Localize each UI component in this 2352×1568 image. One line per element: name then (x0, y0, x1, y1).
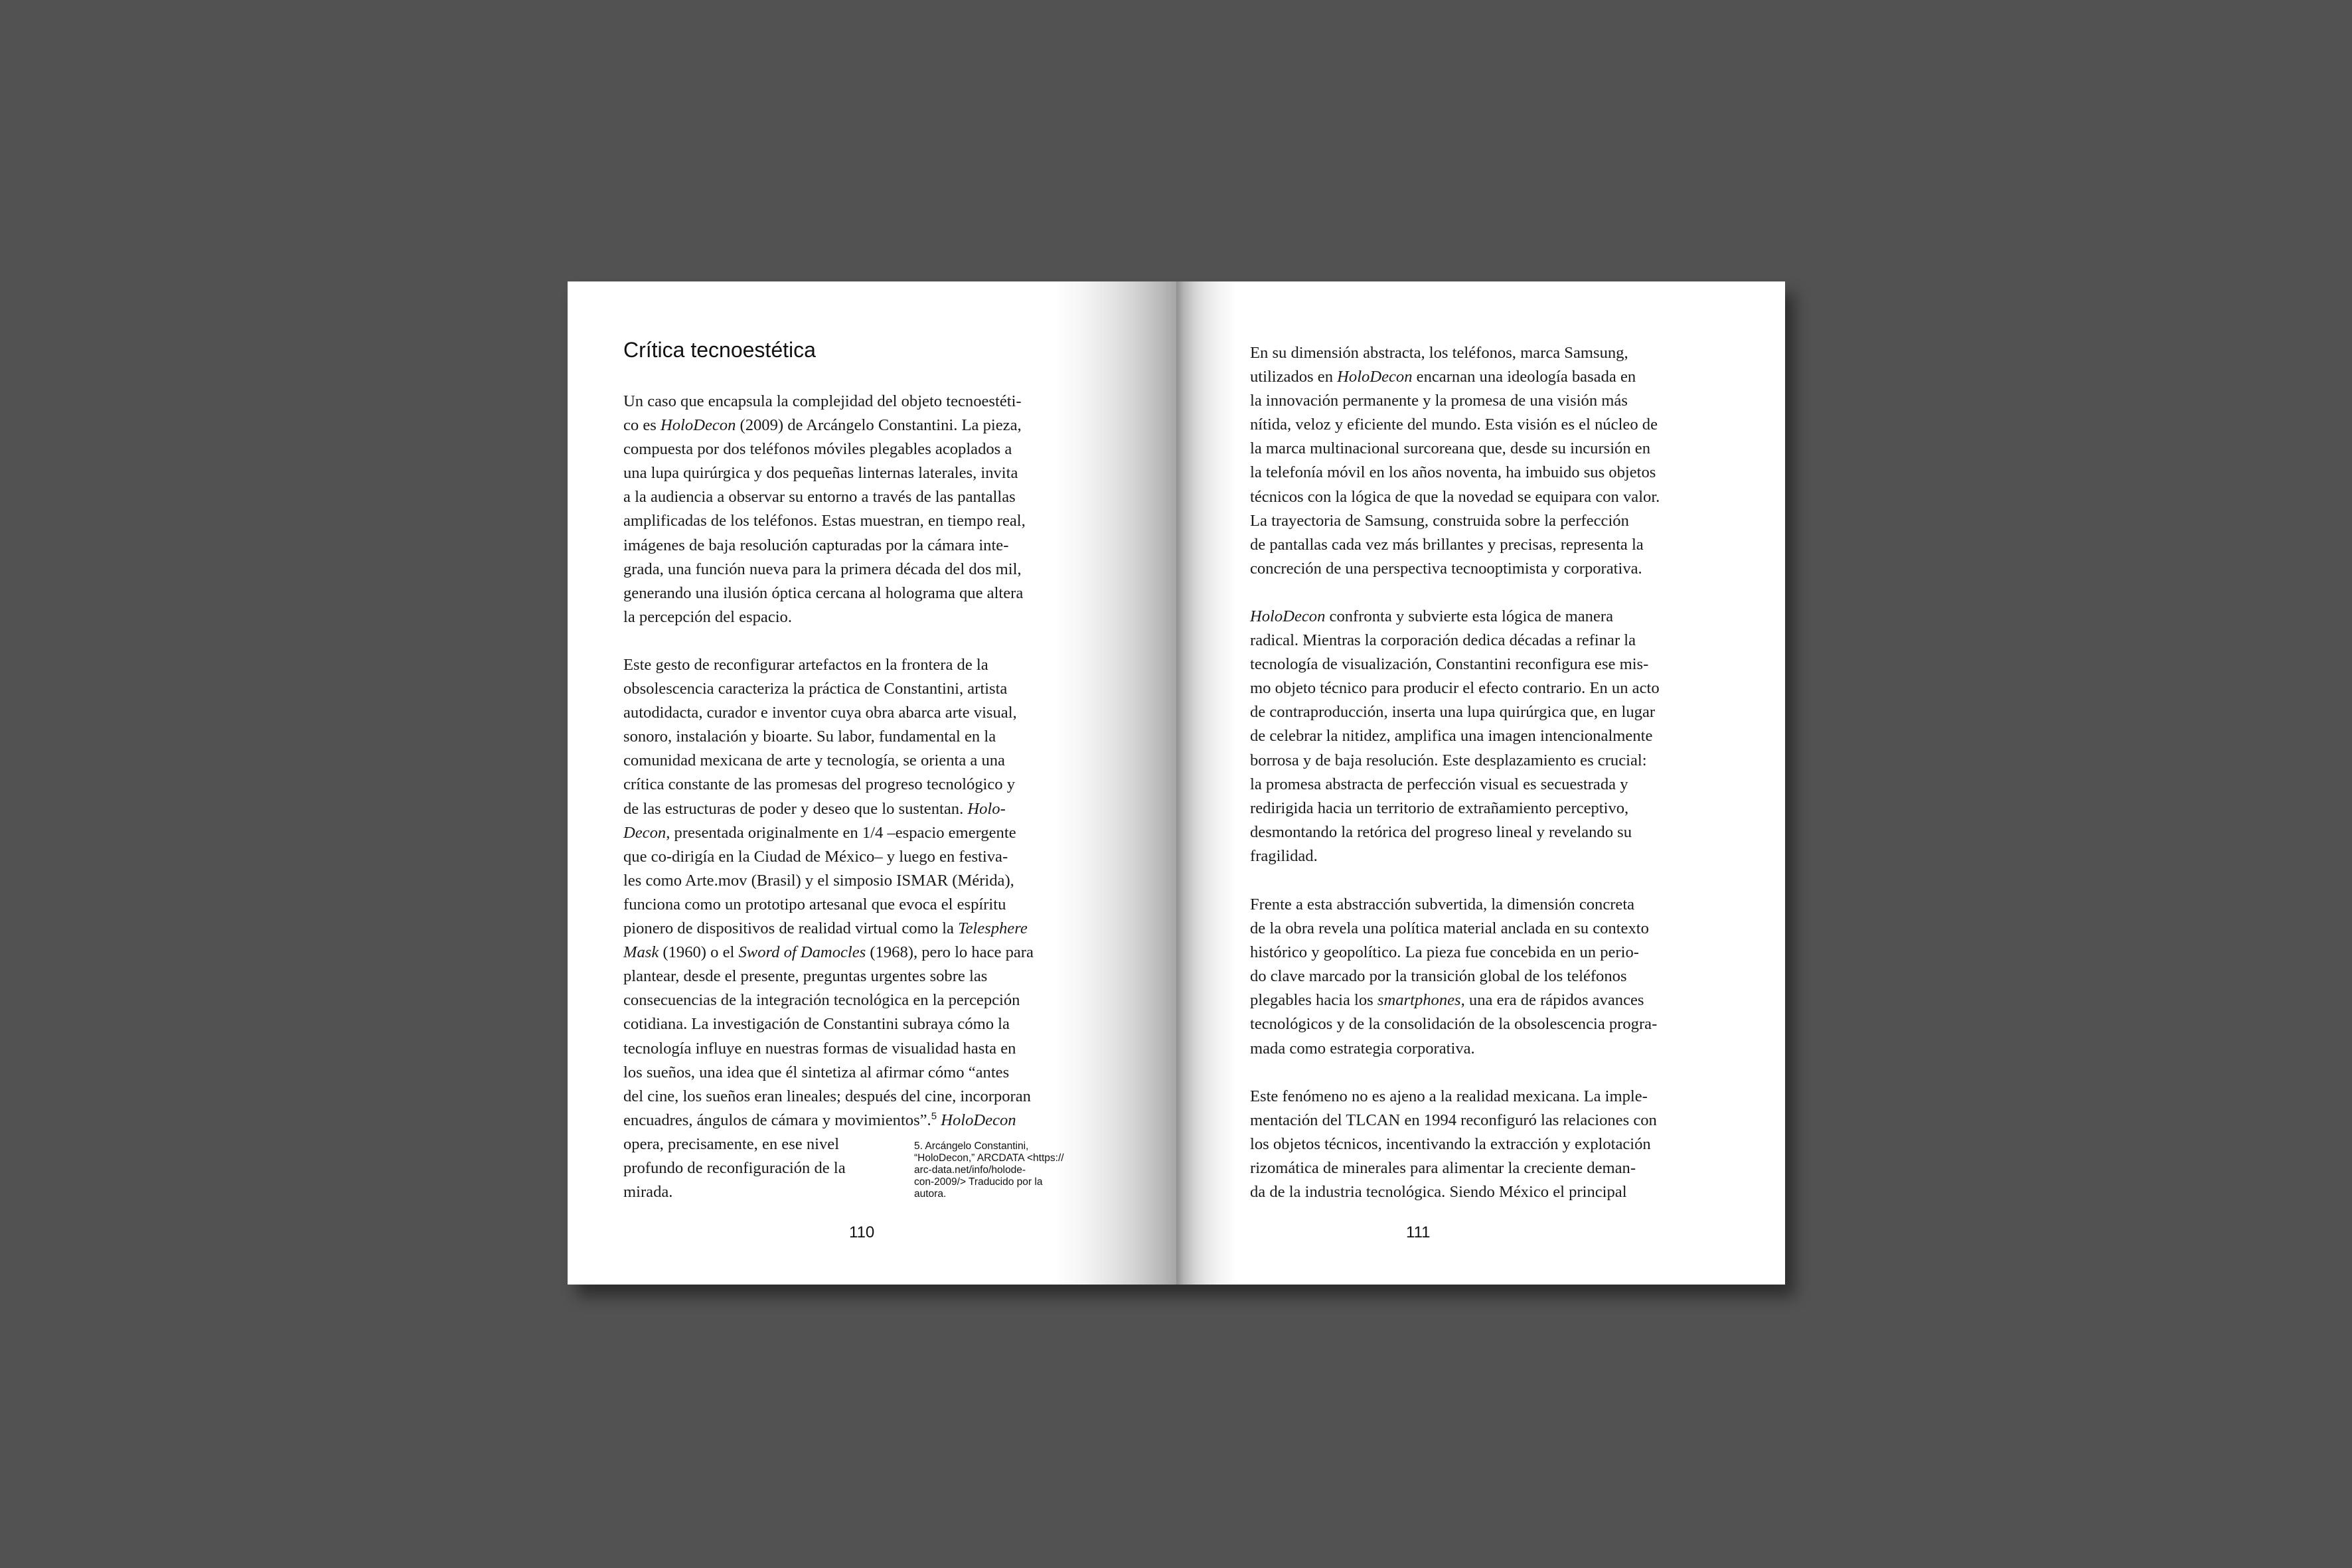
text-line: pionero de dispositivos de realidad virtual como la Telesphere (623, 919, 1028, 938)
section-heading: Crítica tecnoestética (623, 338, 816, 362)
text-line: comunidad mexicana de arte y tecnología, se orienta a una (623, 751, 1005, 770)
text-line: de pantallas cada vez más brillantes y precisas, representa la (1250, 535, 1644, 554)
text-line: una lupa quirúrgica y dos pequeñas linternas laterales, invita (623, 464, 1018, 483)
text-line: desmontando la retórica del progreso lineal y revelando su (1250, 823, 1632, 841)
text-line: cotidiana. La investigación de Constantini subraya cómo la (623, 1015, 1010, 1034)
text-line: los objetos técnicos, incentivando la extracción y explotación (1250, 1135, 1651, 1154)
text-line: imágenes de baja resolución capturadas por la cámara inte- (623, 536, 1009, 554)
text-line: co es HoloDecon (2009) de Arcángelo Constantini. La pieza, (623, 416, 1022, 435)
text-line: de celebrar la nitidez, amplifica una imagen intencionalmente (1250, 727, 1653, 745)
text-line: técnicos con la lógica de que la novedad se equipara con valor. (1250, 487, 1660, 506)
text-line: fragilidad. (1250, 846, 1318, 865)
text-line: do clave marcado por la transición global de los teléfonos (1250, 967, 1627, 986)
text-line: HoloDecon confronta y subvierte esta lógica de manera (1250, 607, 1613, 625)
text-line: encuadres, ángulos de cámara y movimientos”.$^5$ HoloDecon (623, 1110, 1016, 1129)
text-line: En su dimensión abstracta, los teléfonos, marca Samsung, (1250, 344, 1628, 362)
text-line: 5. Arcángelo Constantini, (914, 1140, 1029, 1152)
text-line: autodidacta, curador e inventor cuya obra abarca arte visual, (623, 704, 1017, 722)
text-line: de contraproducción, inserta una lupa quirúrgica que, en lugar (1250, 703, 1656, 722)
text-line: La trayectoria de Samsung, construida sobre la perfección (1250, 511, 1629, 530)
footnote (914, 1140, 1064, 1200)
right-page (1176, 281, 1785, 1285)
open-book (568, 281, 1785, 1285)
text-line: tecnología influye en nuestras formas de visualidad hasta en (623, 1039, 1016, 1058)
text-line: utilizados en HoloDecon encarnan una ideología basada en (1250, 368, 1636, 386)
text-line: obsolescencia caracteriza la práctica de Constantini, artista (623, 680, 1008, 698)
text-line: rizomática de minerales para alimentar la creciente deman- (1250, 1159, 1636, 1178)
text-line: amplificadas de los teléfonos. Estas muestran, en tiempo real, (623, 512, 1026, 530)
text-line: mada como estrategia corporativa. (1250, 1039, 1475, 1058)
text-line: “HoloDecon,” ARCDATA <https:// (914, 1152, 1064, 1164)
text-line: los sueños, una idea que él sintetiza al afirmar cómo “antes (623, 1063, 1010, 1081)
text-line: tecnología de visualización, Constantini reconfigura ese mis- (1250, 655, 1649, 674)
text-line: borrosa y de baja resolución. Este desplazamiento es crucial: (1250, 751, 1647, 769)
text-line: a la audiencia a observar su entorno a través de las pantallas (623, 488, 1016, 507)
text-line: mo objeto técnico para producir el efecto contrario. En un acto (1250, 679, 1660, 698)
text-line: la promesa abstracta de perfección visual es secuestrada y (1250, 775, 1628, 793)
text-line: histórico y geopolítico. La pieza fue concebida en un perio- (1250, 943, 1639, 962)
text-line: de las estructuras de poder y deseo que lo sustentan. Holo- (623, 799, 1006, 818)
text-line: Este fenómeno no es ajeno a la realidad mexicana. La imple- (1250, 1087, 1648, 1105)
text-line: profundo de reconfiguración de la (623, 1158, 846, 1177)
text-line: la percepción del espacio. (623, 607, 793, 626)
text-line: la marca multinacional surcoreana que, desde su incursión en (1250, 439, 1651, 458)
paragraph (623, 390, 1026, 629)
text-line: nítida, veloz y eficiente del mundo. Esta visión es el núcleo de (1250, 416, 1658, 434)
text-line: Decon, presentada originalmente en 1/4 –espacio emergente (623, 823, 1016, 842)
text-line: grada, una función nueva para la primera década del dos mil, (623, 560, 1022, 578)
text-line: mentación del TLCAN en 1994 reconfiguró las relaciones con (1250, 1111, 1657, 1130)
text-line: sonoro, instalación y bioarte. Su labor, fundamental en la (623, 728, 996, 746)
text-line: la telefonía móvil en los años noventa, ha imbuido sus objetos (1250, 463, 1656, 482)
text-line: mirada. (623, 1183, 673, 1202)
paragraph (1250, 1085, 1657, 1204)
text-line: del cine, los sueños eran lineales; después del cine, incorporan (623, 1087, 1031, 1105)
text-line: arc-data.net/info/holode- (914, 1164, 1026, 1176)
text-line: radical. Mientras la corporación dedica décadas a refinar la (1250, 631, 1636, 650)
text-line: Frente a esta abstracción subvertida, la dimensión concreta (1250, 896, 1635, 913)
text-line: la innovación permanente y la promesa de una visión más (1250, 392, 1628, 410)
page-number: 110 (849, 1223, 875, 1241)
text-line: de la obra revela una política material anclada en su contexto (1250, 919, 1649, 938)
text-line: Un caso que encapsula la complejidad del objeto tecnoestéti- (623, 392, 1022, 410)
text-line: tecnológicos y de la consolidación de la obsolescencia progra- (1250, 1015, 1658, 1034)
text-line: funciona como un prototipo artesanal que evoca el espíritu (623, 895, 1006, 913)
footnote-marker: 5 (931, 1110, 937, 1122)
paragraph (1250, 341, 1660, 581)
paragraph (623, 653, 1034, 1204)
text-line: crítica constante de las promesas del progreso tecnológico y (623, 775, 1016, 794)
text-line: les como Arte.mov (Brasil) y el simposio ISMAR (Mérida), (623, 871, 1014, 890)
text-line: Este gesto de reconfigurar artefactos en la frontera de la (623, 656, 988, 674)
paragraph (1250, 605, 1660, 868)
text-line: con-2009/> Traducido por la (914, 1176, 1043, 1188)
text-line: da de la industria tecnológica. Siendo México el principal (1250, 1183, 1627, 1202)
text-line: compuesta por dos teléfonos móviles plegables acoplados a (623, 440, 1012, 459)
text-line: autora. (914, 1188, 947, 1200)
text-line: concreción de una perspectiva tecnooptimista y corporativa. (1250, 559, 1642, 578)
page-number: 111 (1406, 1223, 1431, 1241)
text-line: opera, precisamente, en ese nivel (623, 1135, 840, 1153)
text-line: redirigida hacia un territorio de extrañamiento perceptivo, (1250, 799, 1629, 817)
text-line: consecuencias de la integración tecnológica en la percepción (623, 991, 1020, 1010)
text-line: plantear, desde el presente, preguntas urgentes sobre las (623, 967, 988, 986)
paragraph (1250, 893, 1657, 1061)
text-line: que co-dirigía en la Ciudad de México– y luego en festiva- (623, 847, 1008, 866)
text-line: generando una ilusión óptica cercana al holograma que altera (623, 584, 1024, 602)
text-line: plegables hacia los smartphones, una era de rápidos avances (1250, 991, 1644, 1010)
text-line: Mask (1960) o el Sword of Damocles (1968), pero lo hace para (623, 943, 1034, 962)
left-page (568, 281, 1176, 1285)
